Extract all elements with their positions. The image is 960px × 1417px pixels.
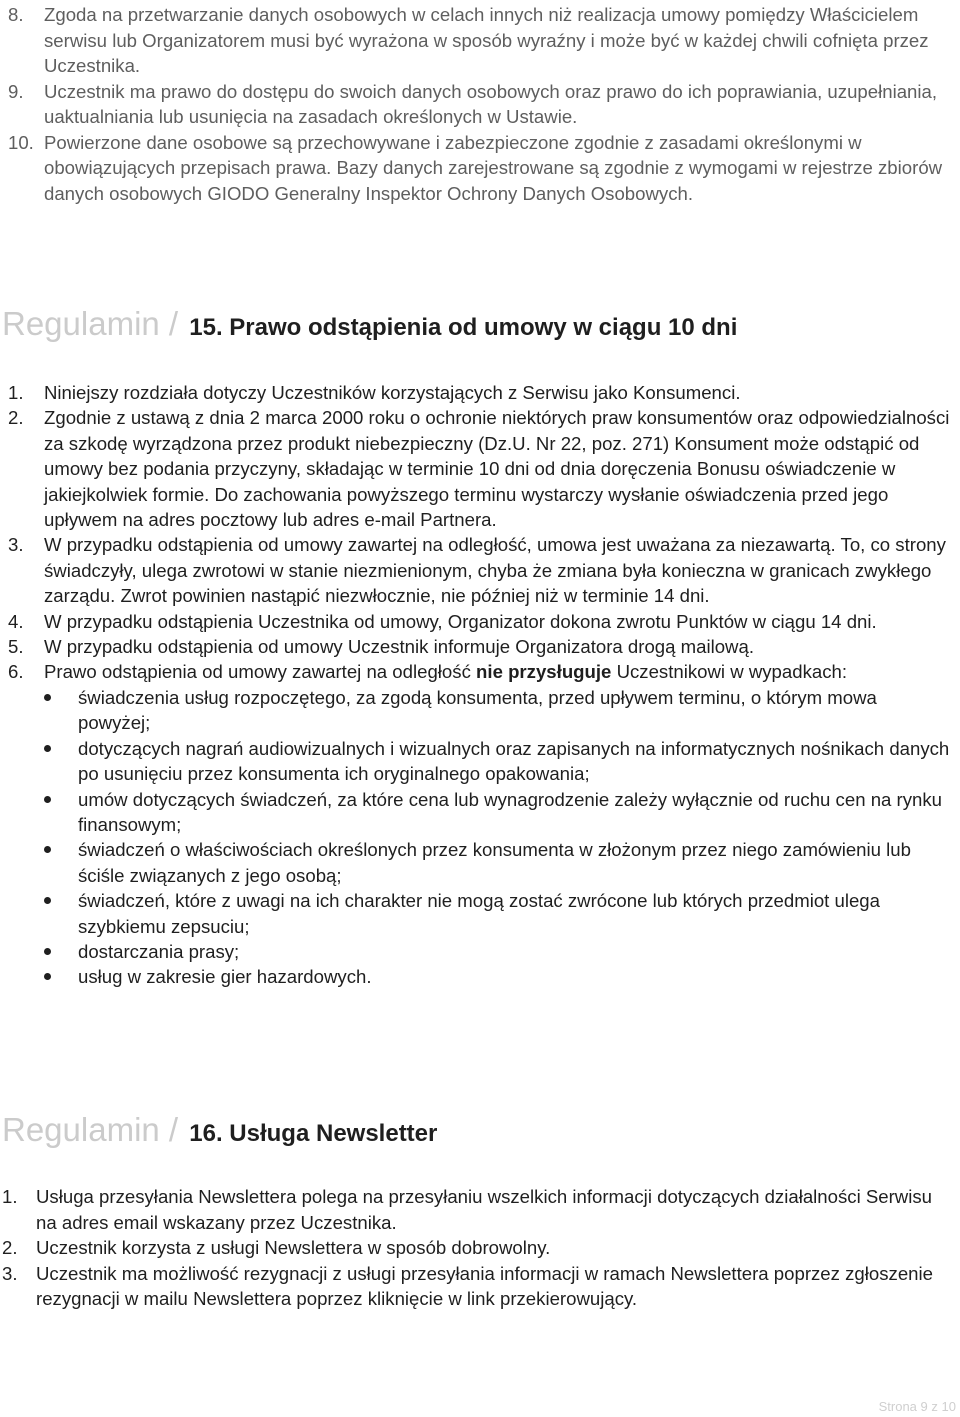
- list-item: [8, 2, 953, 79]
- bullet-item: [44, 888, 953, 939]
- list-item-text: Uczestnik ma możliwość rezygnacji z usługi przesyłania informacji w ramach Newslettera poprzez zgłoszenie rezygnacji w mailu Newslettera poprzez kliknięcie w link przekierowujący.: [36, 1262, 933, 1309]
- section-16-list: [2, 1184, 952, 1312]
- list-item-text: Zgoda na przetwarzanie danych osobowych w celach innych niż realizacja umowy pomiędzy Właścicielem serwisu lub Organizatorem musi być wyrażona w sposób wyraźny i może być w każdej chwili cofnięta przez Uczestnika.: [44, 4, 929, 76]
- list-item: [8, 532, 953, 608]
- list-item-number: 5.: [8, 636, 24, 658]
- list-item: [2, 1235, 952, 1261]
- list-item-number: 10.: [8, 131, 34, 153]
- bullet-text: umów dotyczących świadczeń, za które cena lub wynagrodzenie zależy wyłącznie od ruchu cen na rynku finansowym;: [78, 788, 943, 835]
- section-15-list: [8, 380, 953, 990]
- bullet-item: [44, 787, 953, 838]
- list-item-text: W przypadku odstąpienia od umowy zawartej na odległość, umowa jest uważana za niezawartą. To, co strony świadczyły, ulega zwrotowi w stanie niezmienionym, chyba że zmiana była konieczna w granicach zwykłego zarządu. Zwrot powinien nastąpić niezwłocznie, nie później niż w terminie 14 dni.: [44, 534, 946, 607]
- bullet-icon: [44, 796, 51, 803]
- list-item-number: 2.: [8, 407, 24, 429]
- list-item-text: Zgodnie z ustawą z dnia 2 marca 2000 roku o ochronie niektórych praw konsumentów oraz odpowiedzialności za szkodę wyrządzona przez produkt niebezpieczny (Dz.U. Nr 22, poz. 271) Konsument może odstąpić od umowy bez podania przyczyny, składając w terminie 10 dni od dnia doręczenia Bonusu oświadczenie w jakiejkolwiek formie. Do zachowania powyższego terminu wystarczy wysłanie oświadczenia przed jego upływem na adres pocztowy lub adres e-mail Partnera.: [44, 407, 950, 531]
- list-item: [8, 130, 953, 207]
- bullet-text: świadczeń o właściwościach określonych przez konsumenta w złożonym przez niego zamówieniu lub ściśle związanych z jego osobą;: [78, 839, 911, 886]
- heading-prefix: Regulamin /: [2, 305, 179, 342]
- list-item-text: W przypadku odstąpienia Uczestnika od umowy, Organizator dokona zwrotu Punktów w ciągu 14 dni.: [44, 610, 877, 632]
- list-item: [8, 79, 953, 130]
- footer-prefix: Strona: [878, 1399, 917, 1414]
- bullet-text: usług w zakresie gier hazardowych.: [78, 966, 372, 988]
- list-item-number: 9.: [8, 80, 24, 102]
- bullet-item: [44, 837, 953, 888]
- list-item-number: 8.: [8, 4, 24, 25]
- exceptions-bullet-list: [44, 685, 953, 990]
- list-item-number: 3.: [8, 534, 24, 556]
- bullet-text: świadczeń, które z uwagi na ich charakter nie mogą zostać zwrócone lub których przedmiot ulega szybkiemu zepsuciu;: [78, 890, 880, 937]
- bullet-item: [44, 939, 953, 964]
- list-item-text: Uczestnik korzysta z usługi Newslettera w sposób dobrowolny.: [36, 1237, 551, 1258]
- bullet-text: dotyczących nagrań audiowizualnych i wizualnych oraz zapisanych na informatycznych nośnikach danych po usunięciu przez konsumenta ich oryginalnego opakowania;: [78, 737, 950, 785]
- bullet-icon: [44, 745, 51, 752]
- bullet-icon: [44, 897, 51, 904]
- list-item-number: 1.: [8, 382, 24, 403]
- list-item-text: Niniejszy rozdziała dotyczy Uczestników korzystających z Serwisu jako Konsumenci.: [44, 382, 741, 403]
- list-item-number: 1.: [2, 1186, 18, 1207]
- list-item: [8, 380, 953, 405]
- list-item-text: W przypadku odstąpienia od umowy Uczestnik informuje Organizatora drogą mailową.: [44, 636, 754, 658]
- bullet-icon: [44, 973, 51, 980]
- bullet-icon: [44, 694, 51, 701]
- bullet-item: [44, 685, 953, 736]
- bullet-icon: [44, 948, 51, 955]
- bullet-icon: [44, 846, 51, 853]
- list-item: [8, 634, 953, 659]
- list-item: [2, 1184, 952, 1235]
- page-number-footer: [879, 1399, 956, 1414]
- list-item-number: 4.: [8, 610, 24, 632]
- bullet-text: dostarczania prasy;: [78, 940, 240, 962]
- section-15-heading: [2, 304, 737, 349]
- list-item-text: Uczestnik ma prawo do dostępu do swoich danych osobowych oraz prawo do ich poprawiania, uzupełniania, uaktualniania lub usunięcia na zasadach określonych w Ustawie.: [44, 80, 938, 127]
- list-item: [8, 405, 953, 532]
- previous-section-list: [8, 2, 953, 206]
- footer-total: 10: [941, 1399, 956, 1414]
- footer-page: 9: [920, 1399, 928, 1414]
- list-item-text: Usługa przesyłania Newslettera polega na przesyłaniu wszelkich informacji dotyczących działalności Serwisu na adres email wskazany przez Uczestnika.: [36, 1186, 933, 1233]
- list-item-number: 3.: [2, 1262, 18, 1284]
- footer-separator: z: [931, 1399, 938, 1414]
- heading-title: 15. Prawo odstąpienia od umowy w ciągu 10 dni: [189, 314, 738, 341]
- bullet-item: [44, 736, 953, 787]
- heading-prefix: Regulamin /: [2, 1111, 179, 1148]
- list-item: [8, 659, 953, 989]
- list-item: [8, 609, 953, 634]
- list-item-text: Prawo odstąpienia od umowy zawartej na odległość: [44, 661, 477, 683]
- heading-title: 16. Usługa Newsletter: [189, 1120, 438, 1147]
- bullet-item: [44, 964, 953, 989]
- list-item-number: 6.: [8, 661, 24, 683]
- emphasis-text: nie przysługuje: [476, 661, 612, 683]
- bullet-text: świadczenia usług rozpoczętego, za zgodą konsumenta, przed upływem terminu, o którym mowa powyżej;: [78, 686, 877, 734]
- section-16-heading: [2, 1110, 437, 1155]
- list-item-number: 2.: [2, 1237, 18, 1258]
- list-item-text: Powierzone dane osobowe są przechowywane i zabezpieczone zgodnie z zasadami określonymi w obowiązujących przepisach prawa. Bazy danych zarejestrowane są zgodnie z wymogami w rejestrze zbiorów danych osobowych GIODO Generalny Inspektor Ochrony Danych Osobowych.: [44, 131, 943, 204]
- list-item: [2, 1261, 952, 1312]
- list-item-text: Uczestnikowi w wypadkach:: [611, 661, 848, 683]
